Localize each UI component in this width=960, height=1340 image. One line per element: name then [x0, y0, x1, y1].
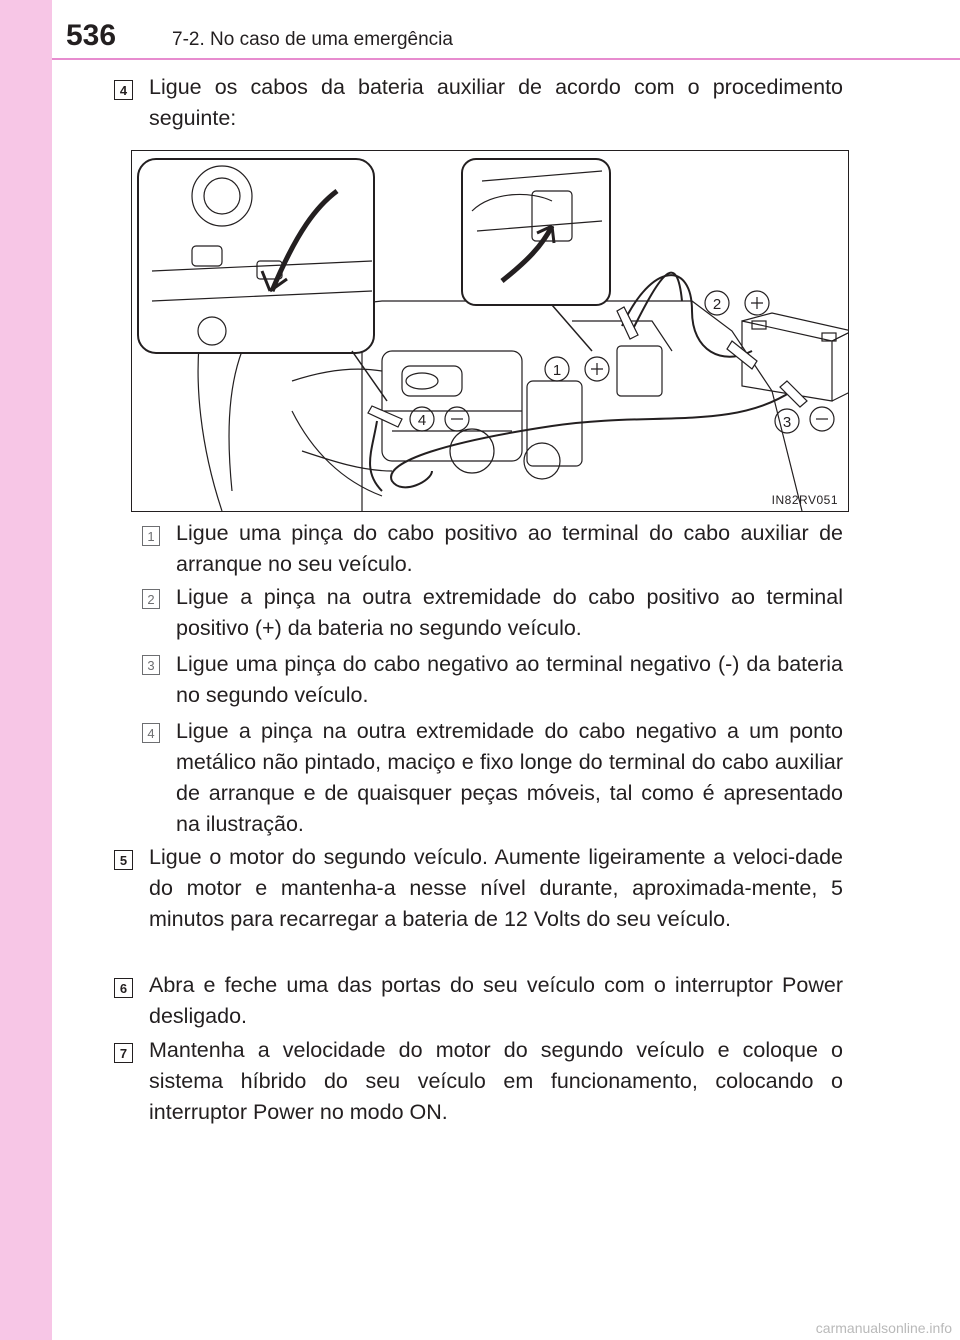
step-text-7: Mantenha a velocidade do motor do segundo veículo e coloque o sistema híbrido do seu veículo em funcionamento, colocando o interruptor Power no modo ON.: [149, 1038, 843, 1124]
step-text-4: Ligue os cabos da bateria auxiliar de acordo com o procedimento seguinte:: [149, 75, 843, 130]
substep-badge-4: 4: [142, 723, 160, 743]
callout-4-number: 4: [417, 412, 427, 429]
step-text-5: Ligue o motor do segundo veículo. Aumente ligeiramente a veloci-dade do motor e mantenha-a nesse nível durante, aproximada-mente, 5 minutos para recarregar a bateria de 12 Volts do seu veículo.: [149, 845, 843, 931]
substep-text-1: Ligue uma pinça do cabo positivo ao terminal do cabo auxiliar de arranque no seu veículo.: [176, 521, 843, 576]
step-badge-5: 5: [114, 850, 133, 870]
substep-text-3: Ligue uma pinça do cabo negativo ao terminal negativo (-) da bateria no segundo veículo.: [176, 652, 843, 707]
step-badge-6: 6: [114, 978, 133, 998]
section-title: 7-2. No caso de uma emergência: [172, 29, 453, 50]
substep-text-4: Ligue a pinça na outra extremidade do cabo negativo a um ponto metálico não pintado, maciço e fixo longe do terminal do cabo auxiliar de arranque e de quaisquer peças móveis, tal como é apresentado na ilustração.: [176, 719, 843, 836]
substep-badge-2: 2: [142, 589, 160, 609]
substep-text-2: Ligue a pinça na outra extremidade do cabo positivo ao terminal positivo (+) da bateria no segundo veículo.: [176, 585, 843, 640]
callout-1-number: 1: [552, 362, 562, 379]
header-rule: [52, 58, 960, 60]
page-number: 536: [66, 19, 117, 52]
step-text-6: Abra e feche uma das portas do seu veículo com o interruptor Power desligado.: [149, 973, 843, 1028]
substep-badge-1: 1: [142, 526, 160, 546]
substep-badge-3: 3: [142, 655, 160, 675]
engine-bay-drawing: [132, 151, 848, 511]
step-badge-7: 7: [114, 1043, 133, 1063]
jump-start-illustration: [131, 150, 849, 512]
watermark: carmanualsonline.info: [815, 1320, 952, 1336]
step-badge-4: 4: [114, 80, 133, 100]
callout-3-number: 3: [782, 414, 792, 431]
callout-2-number: 2: [712, 296, 722, 313]
side-tab: [0, 0, 52, 1340]
figure-code: IN82RV051: [771, 493, 838, 507]
